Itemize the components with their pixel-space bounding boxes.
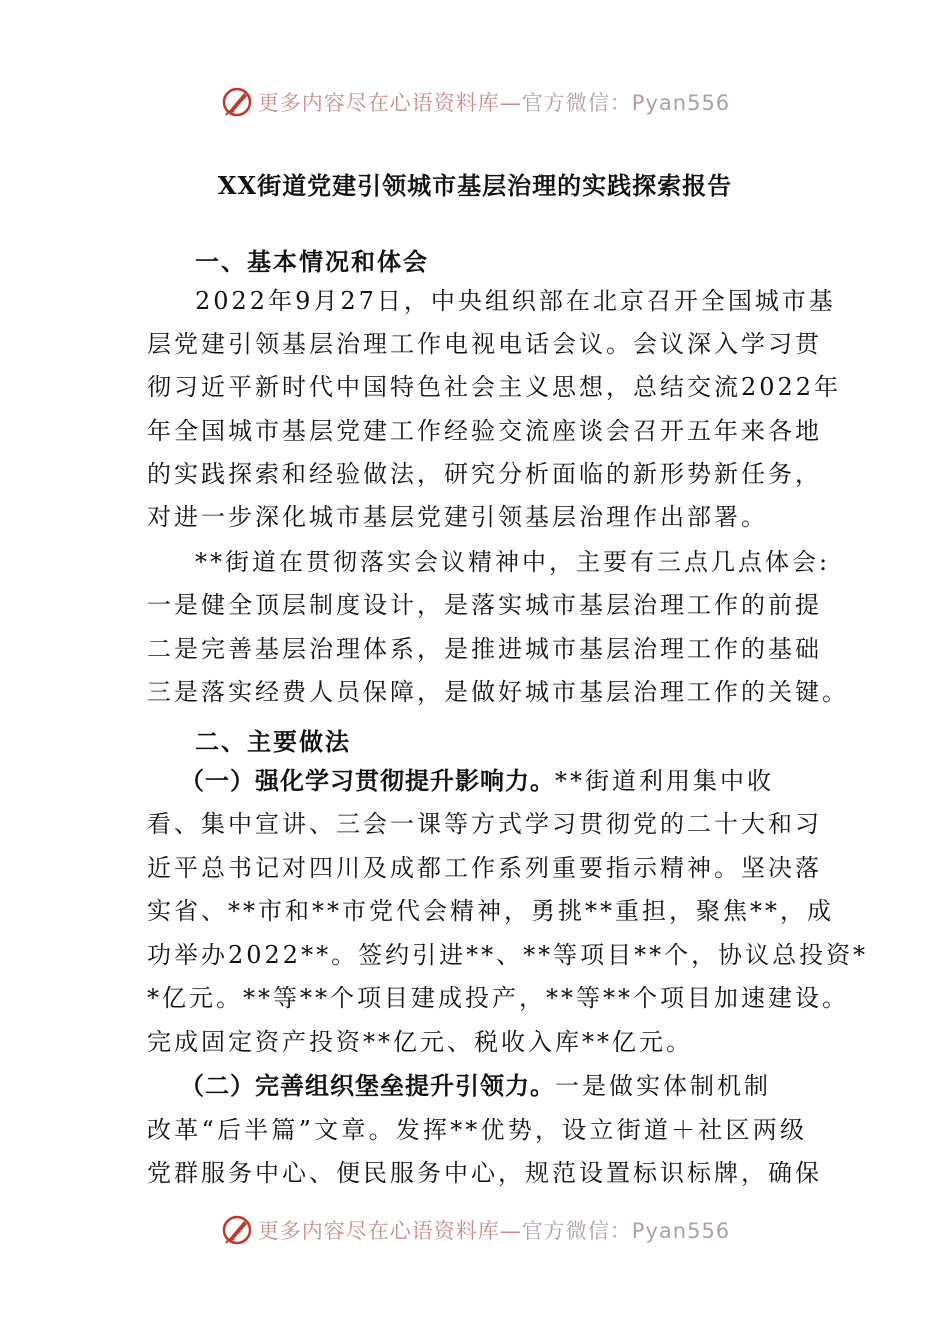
paragraph-1-line: 彻习近平新时代中国特色社会主义思想，总结交流2022年 xyxy=(147,373,842,401)
paragraph-3-line: 近平总书记对四川及成都工作系列重要指示精神。坚决落 xyxy=(147,854,822,882)
subsection-heading-2: （二）完善组织堡垒提升引领力。 xyxy=(180,1072,555,1100)
watermark-separator: — xyxy=(499,91,522,115)
paragraph-4-first-line xyxy=(180,1071,807,1101)
paragraph-4-line: 党群服务中心、便民服务中心，规范设置标识标牌，确保 xyxy=(147,1159,822,1187)
watermark-separator: — xyxy=(499,1219,522,1243)
paragraph-4-line: 改革“后半篇”文章。发挥**优势，设立街道＋社区两级 xyxy=(147,1116,807,1144)
pen-circle-logo-icon xyxy=(220,85,254,119)
paragraph-1-line: 年全国城市基层党建工作经验交流座谈会召开五年来各地 xyxy=(147,417,822,445)
section-heading-1: 一、基本情况和体会 xyxy=(195,248,429,276)
paragraph-3-line: 看、集中宣讲、三会一课等方式学习贯彻党的二十大和习 xyxy=(147,810,822,838)
paragraph-3-line: 完成固定资产投资**亿元、税收入库**亿元。 xyxy=(147,1028,693,1056)
paragraph-3-line: *亿元。**等**个项目建成投产，**等**个项目加速建设。 xyxy=(147,984,849,1012)
watermark-text-main: 更多内容尽在心语资料库 xyxy=(257,91,500,115)
watermark-banner-bottom xyxy=(0,1210,950,1250)
subsection-heading-1: （一）强化学习贯彻提升影响力。 xyxy=(180,767,555,795)
paragraph-2-line: 三是落实经费人员保障，是做好城市基层治理工作的关键。 xyxy=(147,678,849,706)
paragraph-1-line: 2022年9月27日，中央组织部在北京召开全国城市基 xyxy=(195,287,836,315)
paragraph-3-first-line xyxy=(180,766,807,796)
watermark-wechat: 官方微信：Pyan556 xyxy=(521,1219,731,1243)
paragraph-4-first-text: 一是做实体制机制 xyxy=(555,1072,771,1100)
paragraph-1-line: 对进一步深化城市基层党建引领基层治理作出部署。 xyxy=(147,503,768,531)
paragraph-2-line: 二是完善基层治理体系，是推进城市基层治理工作的基础 xyxy=(147,635,822,663)
paragraph-1-line: 层党建引领基层治理工作电视电话会议。会议深入学习贯 xyxy=(147,330,822,358)
paragraph-1-line: 的实践探索和经验做法，研究分析面临的新形势新任务， xyxy=(147,460,822,488)
watermark-text-main: 更多内容尽在心语资料库 xyxy=(257,1219,500,1243)
paragraph-2-line: 一是健全顶层制度设计，是落实城市基层治理工作的前提 xyxy=(147,591,822,619)
watermark-wechat: 官方微信：Pyan556 xyxy=(521,91,731,115)
pen-circle-logo-icon xyxy=(220,1213,254,1247)
watermark-banner-top xyxy=(0,82,950,122)
section-heading-2: 二、主要做法 xyxy=(195,728,351,756)
paragraph-3-first-text: **街道利用集中收 xyxy=(555,767,774,795)
paragraph-2-line: **街道在贯彻落实会议精神中，主要有三点几点体会: xyxy=(195,548,831,576)
paragraph-3-line: 实省、**市和**市党代会精神，勇挑**重担，聚焦**，成 xyxy=(147,897,834,925)
paragraph-3-line: 功举办2022**。签约引进**、**等项目**个，协议总投资* xyxy=(147,941,869,969)
document-title: XX街道党建引领城市基层治理的实践探索报告 xyxy=(217,171,733,200)
